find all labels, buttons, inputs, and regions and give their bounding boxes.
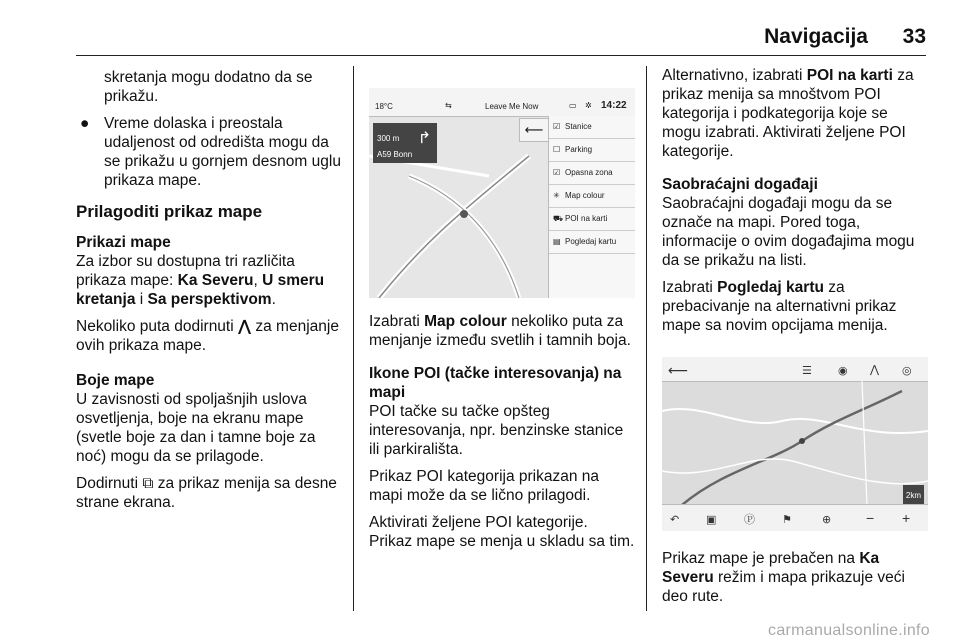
- fuel-icon[interactable]: ▣: [706, 514, 717, 526]
- map-menu-icon: ⧉: [142, 475, 154, 492]
- menu-item-parking[interactable]: ☐ Parking: [549, 139, 635, 162]
- recenter-icon[interactable]: ⊕: [822, 514, 832, 526]
- paragraph: Izabrati Pogledaj kartu za prebacivanje na alternativni prikaz mape sa novim opcijama menija.: [662, 279, 897, 334]
- section-heading: Prilagoditi prikaz mape: [76, 202, 263, 221]
- turn-right-icon: ↱: [417, 130, 431, 147]
- compass-north-icon[interactable]: ⋀: [870, 364, 880, 376]
- traffic-icon[interactable]: ⚑: [782, 514, 792, 526]
- bullet-text: Vreme dolaska i preostala udaljenost od odredišta mogu da se prikažu u gornjem desnom uglu prikaza mape.: [104, 115, 341, 189]
- menu-item-map-colour[interactable]: ✳ Map colour: [549, 185, 635, 208]
- status-bar: 18°C ⇆ Leave Me Now ▭ ✲ 14:22: [369, 88, 635, 117]
- page-number: 33: [902, 25, 926, 48]
- map-top-bar: [662, 357, 928, 382]
- header-divider: [76, 55, 926, 56]
- menu-item-stanice[interactable]: ☑ Stanice: [549, 116, 635, 139]
- paragraph: Alternativno, izabrati POI na karti za prikaz menija sa mnoštvom POI kategorija i podkategorija koje se mogu izabrati. Aktivirati željene POI kategorije.: [662, 67, 914, 160]
- undo-icon[interactable]: ↶: [670, 514, 680, 526]
- paragraph: Aktivirati željene POI kategorije. Prikaz mape se menja u skladu sa tim.: [369, 514, 635, 550]
- page-title: Navigacija: [764, 25, 868, 48]
- checkbox-checked-icon: ☑: [553, 122, 561, 131]
- menu-item-pogledaj-kartu[interactable]: ▤ Pogledaj kartu: [549, 231, 635, 254]
- checkbox-checked-icon: ☑: [553, 168, 561, 177]
- menu-icon: ▭: [569, 101, 577, 110]
- paragraph: Prikaz POI kategorija prikazan na mapi može da se lično prilagodi.: [369, 468, 600, 504]
- map-view-icon: ▤: [553, 237, 561, 246]
- car-icon[interactable]: ◉: [838, 365, 848, 377]
- paragraph: Izabrati Map colour nekoliko puta za menjanje između svetlih i tamnih boja.: [369, 313, 631, 349]
- menu-item-opasna-zona[interactable]: ☑ Opasna zona: [549, 162, 635, 185]
- paragraph: Saobraćajni događaji mogu da se označe na mapi. Pored toga, informacije o ovim događajima mogu da se prikažu na listi.: [662, 195, 915, 269]
- sun-icon: ✳: [553, 191, 560, 200]
- column-3: [662, 66, 928, 614]
- column-divider: [646, 66, 647, 611]
- zoom-out-icon[interactable]: −: [866, 510, 875, 526]
- zoom-icon[interactable]: ◎: [902, 365, 912, 377]
- paragraph: Dodirnuti ⧉ za prikaz menija sa desne strane ekrana.: [76, 475, 337, 511]
- bullet-dot-icon: ●: [80, 115, 90, 132]
- bullet-item: [76, 114, 342, 190]
- subheading-map-colours: Boje mape: [76, 372, 155, 389]
- signal-icon: ⇆: [445, 101, 452, 110]
- subheading-map-views: Prikazi mape: [76, 234, 171, 251]
- page-header: [76, 27, 926, 51]
- map-bottom-toolbar: [662, 504, 928, 531]
- bullet-text: skretanja mogu dodatno da se prikažu.: [104, 69, 313, 105]
- map-side-menu: [548, 116, 635, 298]
- subheading-traffic-events: Saobraćajni događaji: [662, 176, 818, 193]
- bullet-item-continued: [76, 68, 342, 106]
- poi-icon: ⛟: [553, 214, 564, 223]
- map-terrain: [662, 381, 928, 505]
- scale-badge: 2km: [903, 485, 924, 506]
- paragraph: Nekoliko puta dodirnuti ⋀ za menjanje ovih prikaza mape.: [76, 318, 339, 354]
- paragraph: Prikaz mape je prebačen na Ka Severu režim i mapa prikazuje veći deo rute.: [662, 550, 905, 605]
- paragraph: POI tačke su tačke opšteg interesovanja, npr. benzinske stanice ili parkirališta.: [369, 403, 624, 458]
- watermark: carmanualsonline.info: [768, 622, 930, 639]
- column-1: [76, 66, 342, 520]
- map-screenshot-colour-menu: [369, 88, 635, 298]
- parking-icon[interactable]: Ⓟ: [744, 514, 755, 526]
- back-arrow-icon[interactable]: ⟵: [668, 362, 689, 378]
- column-2: [369, 66, 635, 559]
- menu-item-poi-na-karti[interactable]: ⛟ POI na karti: [549, 208, 635, 231]
- paragraph: Za izbor su dostupna tri različita prikaza mape: Ka Severu, U smeru kretanja i Sa perspektivom.: [76, 253, 325, 308]
- settings-icon: ✲: [585, 101, 592, 110]
- subheading-poi-icons: Ikone POI (tačke interesovanja) na mapi: [369, 365, 622, 401]
- zoom-in-icon[interactable]: +: [902, 510, 911, 526]
- maneuver-box: 300 m A59 Bonn ↱: [373, 123, 437, 163]
- list-icon[interactable]: ☰: [802, 365, 812, 377]
- checkbox-empty-icon: ☐: [553, 145, 561, 154]
- chevron-up-icon: ⋀: [238, 318, 252, 335]
- paragraph: U zavisnosti od spoljašnjih uslova osvetljenja, boje na ekranu mape (svetle boje za dan i tamne boje za noć) mogu da se prilagode.: [76, 391, 316, 465]
- map-screenshot-north-up: [662, 357, 928, 531]
- back-button[interactable]: ⟵: [519, 118, 549, 142]
- column-divider: [353, 66, 354, 611]
